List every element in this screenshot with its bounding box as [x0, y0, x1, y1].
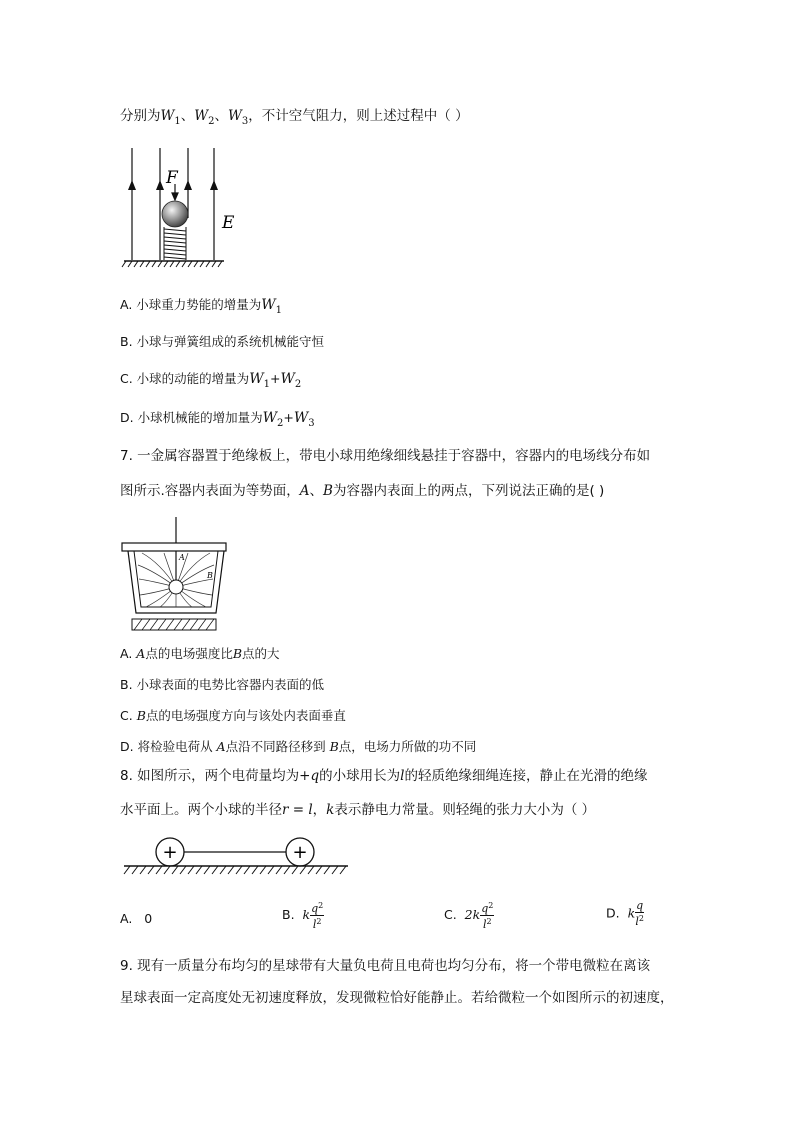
charge-sign-right: +	[292, 842, 308, 863]
charge-sign-left: +	[162, 842, 178, 863]
q8-option-b[interactable]: B. k $\frac{q^2}{l^2}$	[282, 901, 324, 931]
insulating-plate	[132, 619, 216, 630]
spring	[164, 227, 186, 260]
w-symbol: W	[194, 108, 209, 124]
w-symbol: W	[228, 108, 242, 124]
q8-option-a[interactable]: A. 0	[120, 911, 153, 926]
q6-sep2: 、	[214, 108, 229, 124]
q6-option-c[interactable]: C. 小球的动能的增量为$W_1+W_2$	[120, 371, 302, 390]
q8-two-charges-figure	[120, 835, 352, 877]
q8-stem-line1: 8. 如图所示，两个电荷量均为+q的小球用长为l的轻质绝缘细绳连接，静止在光滑的绝缘	[120, 768, 648, 784]
surface	[124, 866, 348, 874]
q9-stem-line1: 9. 现有一质量分布均匀的星球带有大量负电荷且电荷也均匀分布，将一个带电微粒在离该	[120, 958, 651, 974]
q6-option-d[interactable]: D. 小球机械能的增加量为$W_2+W_3$	[120, 410, 315, 429]
q6-intro-line	[120, 107, 469, 131]
point-b-label: B	[207, 571, 213, 580]
force-label: F	[166, 168, 178, 188]
q6-spring-field-figure	[118, 140, 248, 270]
q7-option-d[interactable]: D. 将检验电荷从 A点沿不同路径移到 B点，电场力所做的功不同	[120, 739, 477, 754]
q6-option-a[interactable]: A. 小球重力势能的增量为$W_1$	[120, 297, 283, 316]
w-sub-3: 3	[241, 116, 249, 127]
q7-option-a[interactable]: A. A点的电场强度比B点的大	[120, 646, 280, 661]
ground	[122, 261, 224, 267]
ball	[162, 201, 188, 227]
w-sub-1: 1	[174, 116, 181, 127]
q7-container-figure	[120, 515, 232, 635]
q6-option-b[interactable]: B. 小球与弹簧组成的系统机械能守恒	[120, 334, 325, 349]
q6-intro-suffix: ，不计空气阻力，则上述过程中（ ）	[248, 108, 469, 124]
point-a-label: A	[179, 553, 185, 562]
q7-option-b[interactable]: B. 小球表面的电势比容器内表面的低	[120, 677, 325, 692]
q9-stem-line2: 星球表面一定高度处无初速度释放，发现微粒恰好能静止。若给微粒一个如图所示的初速度，	[120, 990, 674, 1006]
q7-stem-line2: 图所示.容器内表面为等势面，A、B为容器内表面上的两点，下列说法正确的是( )	[120, 483, 605, 499]
q7-option-c[interactable]: C. B点的电场强度方向与该处内表面垂直	[120, 708, 346, 723]
w-sub-2: 2	[208, 116, 215, 127]
w-symbol: W	[160, 108, 175, 124]
charged-ball	[169, 580, 183, 594]
q7-stem-line1: 7. 一金属容器置于绝缘板上，带电小球用绝缘细线悬挂于容器中，容器内的电场线分布如	[120, 448, 651, 464]
field-label: E	[222, 213, 235, 233]
q6-sep1: 、	[180, 108, 195, 124]
q8-option-d[interactable]: D. k $\frac{q}{l^2}$	[606, 899, 644, 928]
q6-intro-prefix: 分别为	[120, 108, 161, 124]
q8-option-c[interactable]: C. 2k $\frac{q^2}{l^2}$	[444, 901, 494, 931]
q8-stem-line2: 水平面上。两个小球的半径r = l，k表示静电力常量。则轻绳的张力大小为（ ）	[120, 802, 596, 818]
